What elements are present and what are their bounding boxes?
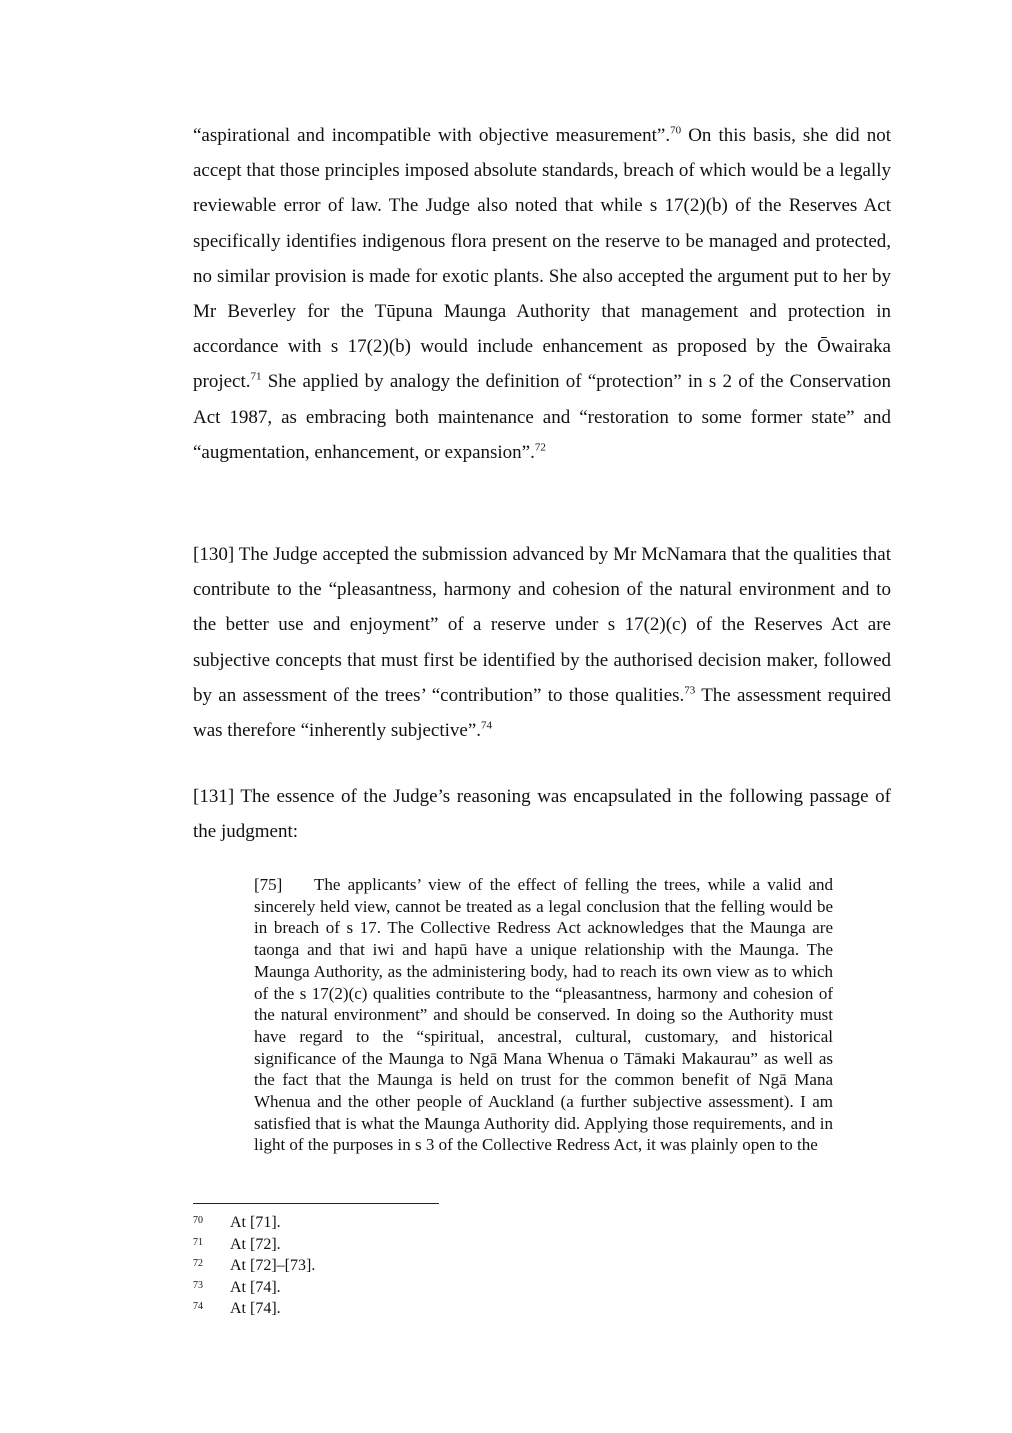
paragraph-130 (193, 537, 891, 748)
footnote-number: 74 (193, 1301, 203, 1312)
footnotes-list (193, 1213, 593, 1321)
footnote-number: 73 (193, 1279, 203, 1291)
paragraph-text: The assessment required was therefore “inherently subjective”. (193, 684, 891, 742)
paragraph-text: The essence of the Judge’s reasoning was encapsulated in the following passage of the judgment: (193, 786, 891, 843)
footnote (193, 1278, 593, 1300)
paragraph-131 (193, 779, 891, 849)
footnote-ref[interactable]: 72 (534, 441, 546, 454)
quote-text: The applicants’ view of the effect of felling the trees, while a valid and sincerely held view, cannot be treated as a legal conclusion that the felling would be in breach of s 17. The Collective Redress Act acknowledges that the Maunga are taonga and that iwi and hapū have a unique relationship with the Maunga. The Maunga Authority, as the administering body, had to reach its own view as to which of the s 17(2)(c) qualities contribute to the “pleasantness, harmony and cohesion of the natural environment” and should be conserved. In doing so the Authority must have regard to the “spiritual, ancestral, cultural, customary, and historical significance of the Maunga to Ngā Mana Whenua o Tāmaki Makaurau” as well as the fact that the Maunga is held on trust for the common benefit of Ngā Mana Whenua and the other people of Auckland (a further subjective assessment). I am satisfied that is what the Maunga Authority did. Applying those requirements, and in light of the purposes in s 3 of the Collective Redress Act, it was plainly open to the (254, 875, 833, 1155)
quote-paragraph-number: [75] (254, 875, 283, 894)
paragraph-text: On this basis, she did not accept that those principles imposed absolute standards, breach of which would be a legally reviewable error of law. The Judge also noted that while s 17(2)(b) of the Reserves Act specifically identifies indigenous flora present on the reserve to be managed and protected, no similar provision is made for exotic plants. She also accepted the argument put to her by Mr Beverley for the Tūpuna Maunga Authority that management and protection in accordance with s 17(2)(b) would include enhancement as proposed by the Ōwairaka project. (193, 125, 891, 393)
footnote-number: 72 (193, 1258, 203, 1269)
footnote-text: At [72]–[73]. (230, 1257, 316, 1274)
footnote-number: 70 (193, 1215, 203, 1226)
footnote (193, 1256, 593, 1278)
footnote-text: At [71]. (230, 1214, 281, 1231)
footnote (193, 1299, 593, 1321)
footnote (193, 1213, 593, 1235)
footnote-text: At [74]. (230, 1278, 281, 1296)
footnote (193, 1235, 593, 1257)
paragraph-text: “aspirational and incompatible with objective measurement”. (193, 125, 671, 146)
footnote-text: At [72]. (230, 1235, 281, 1253)
paragraph-continued (193, 118, 891, 470)
block-quote (254, 874, 833, 1156)
paragraph-text: The Judge accepted the submission advanced by Mr McNamara that the qualities that contribute to the “pleasantness, harmony and cohesion of the natural environment and to the better use and enjoyment” of a reserve under s 17(2)(c) of the Reserves Act are subjective concepts that must first be identified by the authorised decision maker, followed by an assessment of the trees’ “contribution” to those qualities. (193, 544, 891, 706)
footnote-number: 71 (193, 1236, 203, 1248)
footnote-ref[interactable]: 71 (250, 371, 262, 384)
footnote-divider (193, 1203, 439, 1204)
paragraph-number: [130] (193, 544, 235, 565)
paragraph-number: [131] (193, 786, 235, 807)
footnote-ref[interactable]: 74 (481, 719, 493, 732)
paragraph-text: She applied by analogy the definition of “protection” in s 2 of the Conservation Act 1987, as embracing both maintenance and “restoration to some former state” and “augmentation, enhancement, or expansion”. (193, 371, 891, 463)
footnote-text: At [74]. (230, 1300, 281, 1317)
footnote-ref[interactable]: 70 (670, 124, 682, 137)
footnote-ref[interactable]: 73 (684, 684, 696, 697)
